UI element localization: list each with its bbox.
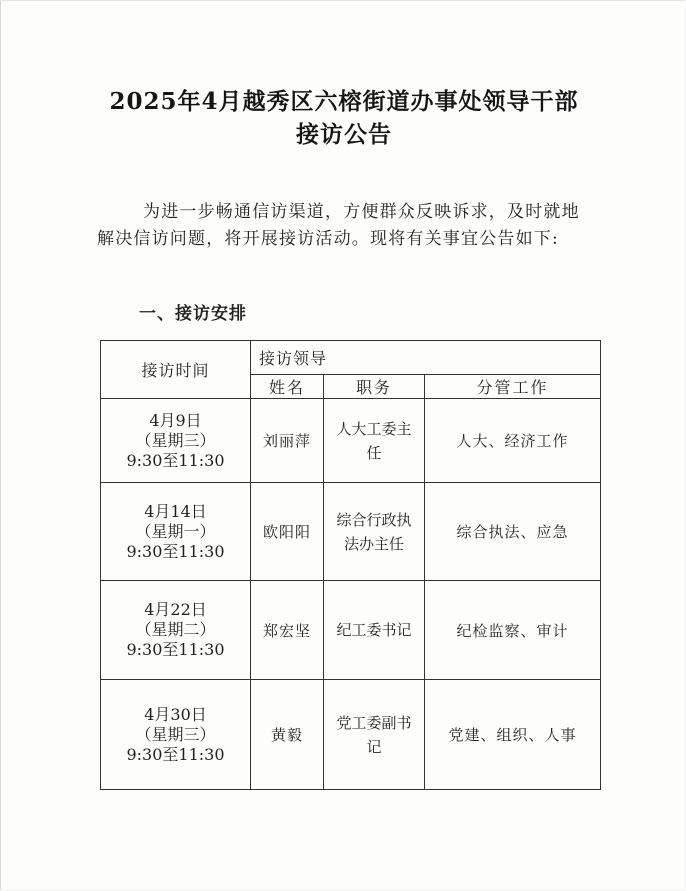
reception-weekday: （星期三） xyxy=(135,724,216,744)
header-position: 职务 xyxy=(324,375,425,399)
reception-weekday: （星期一） xyxy=(135,521,216,541)
reception-date-cell xyxy=(101,483,251,581)
reception-date-cell xyxy=(101,680,251,790)
leader-name: 欧阳阳 xyxy=(251,483,324,581)
table-header-row xyxy=(101,341,601,375)
leader-name: 黄毅 xyxy=(251,680,324,790)
table-row xyxy=(101,581,601,680)
document-title-line1: 2025年4月越秀区六榕街道办事处领导干部 xyxy=(109,88,579,115)
reception-time: 9:30至11:30 xyxy=(126,640,225,659)
leader-position: 党工委副书记 xyxy=(324,680,425,790)
leader-position: 综合行政执法办主任 xyxy=(324,483,425,581)
intro-paragraph: 为进一步畅通信访渠道，方便群众反映诉求，及时就地解决信访问题，将开展接访活动。现将有关事宜公告如下: xyxy=(97,202,580,249)
reception-date-cell xyxy=(101,399,251,483)
header-duty: 分管工作 xyxy=(425,375,601,399)
reception-weekday: （星期三） xyxy=(135,430,216,450)
leader-position: 纪工委书记 xyxy=(324,581,425,680)
reception-date: 4月9日 xyxy=(149,410,202,430)
leader-position: 人大工委主任 xyxy=(324,399,425,483)
reception-date-cell xyxy=(101,581,251,680)
reception-date: 4月14日 xyxy=(144,501,207,521)
reception-time: 9:30至11:30 xyxy=(126,744,225,764)
table-row xyxy=(101,680,601,790)
leader-duty: 综合执法、应急 xyxy=(425,483,601,581)
reception-time: 9:30至11:30 xyxy=(126,450,225,470)
leader-name: 刘丽萍 xyxy=(251,399,324,483)
header-reception-leader: 接访领导 xyxy=(251,341,601,375)
reception-date: 4月22日 xyxy=(144,600,207,619)
document-title-line2: 接访公告 xyxy=(296,121,392,148)
leader-duty: 人大、经济工作 xyxy=(425,399,601,483)
leader-name: 郑宏坚 xyxy=(251,581,324,680)
reception-weekday: （星期二） xyxy=(135,620,216,639)
reception-schedule-table xyxy=(100,340,601,790)
table-row xyxy=(101,399,601,483)
leader-duty: 纪检监察、审计 xyxy=(425,581,601,680)
header-reception-time: 接访时间 xyxy=(101,341,251,399)
header-name: 姓名 xyxy=(251,375,324,399)
reception-time: 9:30至11:30 xyxy=(126,541,225,561)
leader-duty: 党建、组织、人事 xyxy=(425,680,601,790)
section-heading-arrangement: 一、接访安排 xyxy=(139,304,247,324)
reception-date: 4月30日 xyxy=(144,704,207,724)
table-row xyxy=(101,483,601,581)
